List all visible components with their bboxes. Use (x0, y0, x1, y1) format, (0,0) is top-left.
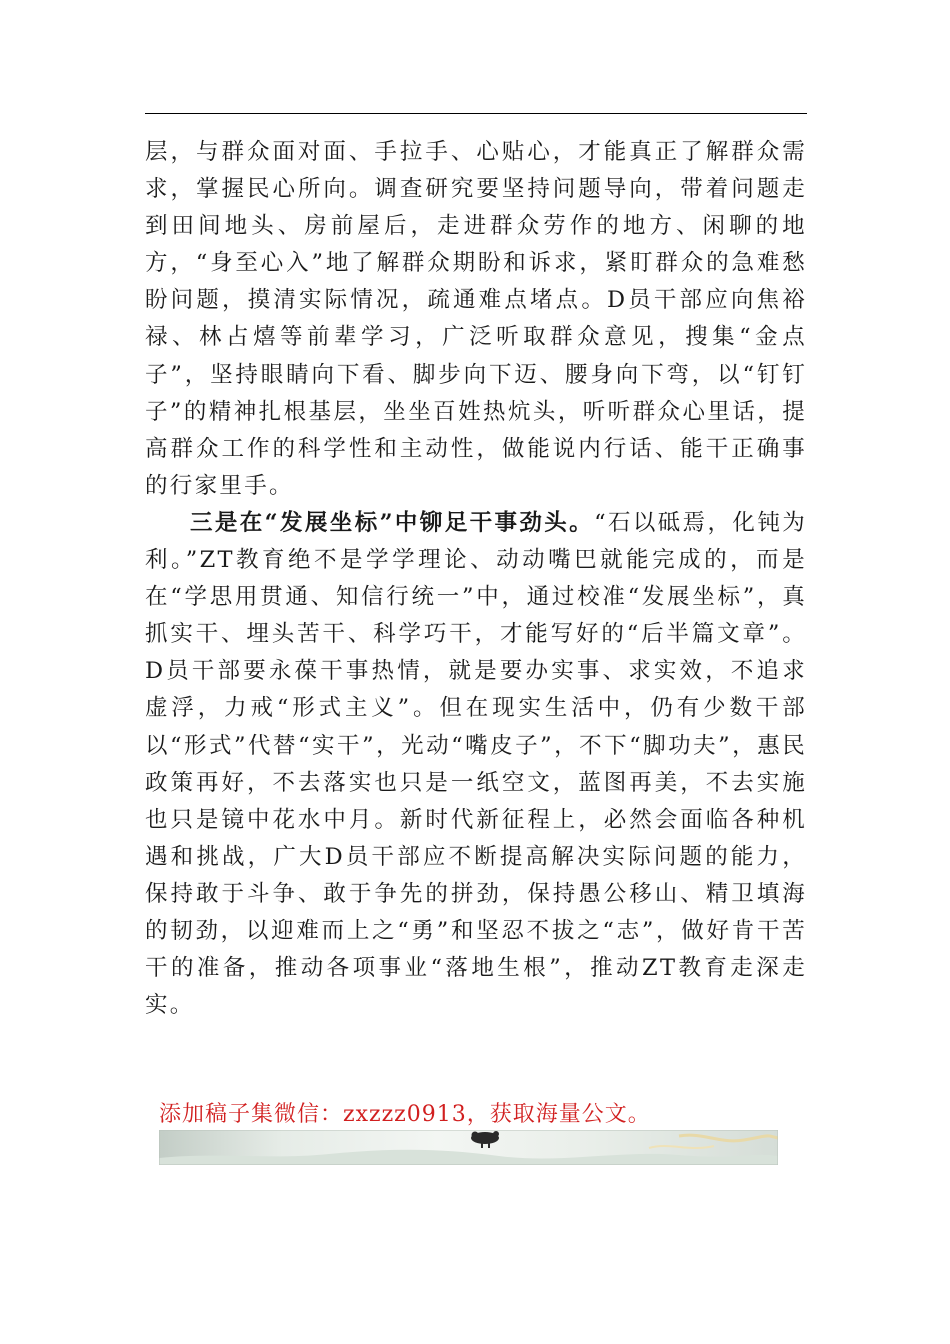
paragraph-continuation (145, 134, 807, 505)
document-body (145, 134, 807, 1024)
paragraph-text: 层，与群众面对面、手拉手、心贴心，才能真正了解群众需求，掌握民心所向。调查研究要坚持问题导向，带着问题走到田间地头、房前屋后，走进群众劳作的地方、闲聊的地方，“身至心入”地了解群众期盼和诉求，紧盯群众的急难愁盼问题，摸清实际情况，疏通难点堵点。D员干部应向焦裕禄、林占熺等前辈学习，广泛听取群众意见，搜集“金点子”，坚持眼睛向下看、脚步向下迈、腰身向下弯，以“钉钉子”的精神扎根基层，坐坐百姓热炕头，听听群众心里话，提高群众工作的科学性和主动性，做能说内行话、能干正确事的行家里手。 (145, 139, 807, 499)
landscape-banner-image (159, 1130, 778, 1165)
header-rule (145, 113, 807, 114)
paragraph-text: “石以砥焉，化钝为利。”ZT教育绝不是学学理论、动动嘴巴就能完成的，而是在“学思用贯通、知信行统一”中，通过校准“发展坐标”，真抓实干、埋头苦干、科学巧干，才能写好的“后半篇文章”。D员干部要永葆干事热情，就是要办实事、求实效，不追求虚浮，力戒“形式主义”。但在现实生活中，仍有少数干部以“形式”代替“实干”，光动“嘴皮子”，不下“脚功夫”，惠民政策再好，不去落实也只是一纸空文，蓝图再美，不去实施也只是镜中花水中月。新时代新征程上，必然会面临各种机遇和挑战，广大D员干部应不断提高解决实际问题的能力，保持敢于斗争、敢于争先的拼劲，保持愚公移山、精卫填海的韧劲，以迎难而上之“勇”和坚忍不拔之“志”，做好肯干苦干的准备，推动各项事业“落地生根”，推动ZT教育走深走实。 (145, 509, 808, 1019)
paragraph-lead-heading: 三是在“发展坐标”中铆足干事劲头。 (190, 509, 595, 536)
paragraph-third-point (145, 505, 807, 1024)
landscape-banner-graphic (159, 1130, 778, 1165)
promo-text: 添加稿子集微信：zxzzz0913，获取海量公文。 (159, 1102, 651, 1127)
